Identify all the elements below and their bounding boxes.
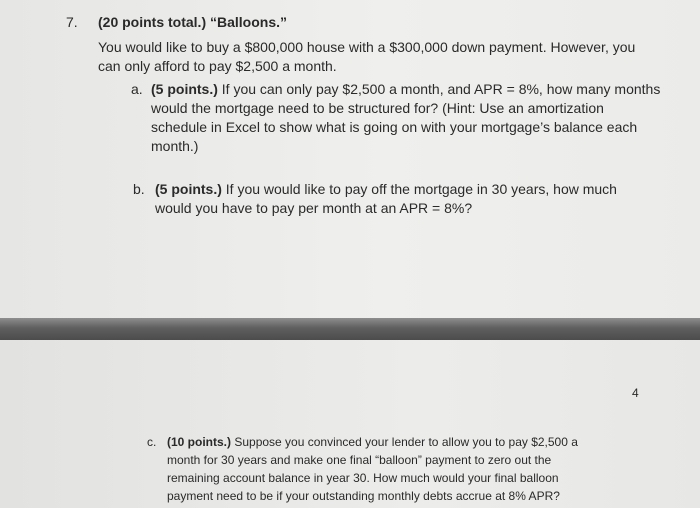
question-title: (20 points total.) “Balloons.” — [98, 14, 288, 30]
part-b-points: (5 points.) — [155, 181, 222, 197]
part-c-marker: c. — [147, 435, 157, 449]
part-a-line-2: would the mortgage need to be structured for? (Hint: Use an amortization — [151, 100, 604, 116]
page-divider — [0, 318, 700, 340]
part-c-points: (10 points.) — [167, 435, 232, 449]
part-c-line-4: payment need to be if your outstanding monthly debts accrue at 8% APR? — [167, 489, 560, 503]
question-intro-line-1: You would like to buy a $800,000 house with a $300,000 down payment. However, you — [98, 39, 636, 55]
part-a-marker: a. — [131, 81, 143, 97]
part-c-line-1-text: Suppose you convinced your lender to allow you to pay $2,500 a — [231, 435, 578, 449]
part-a-points: (5 points.) — [151, 81, 218, 97]
part-c-line-1 — [167, 434, 578, 451]
question-intro-line-2: can only afford to pay $2,500 a month. — [98, 58, 337, 74]
part-c-line-3: remaining account balance in year 30. How much would your final balloon — [167, 471, 559, 485]
part-a-line-1-text: If you can only pay $2,500 a month, and APR = 8%, how many months — [217, 81, 661, 97]
part-a-line-1 — [151, 80, 660, 98]
part-b-marker: b. — [133, 181, 145, 197]
part-b-line-1 — [155, 180, 617, 198]
part-b-line-1-text: If you would like to pay off the mortgage in 30 years, how much — [221, 181, 617, 197]
page-number: 4 — [632, 386, 639, 400]
question-number: 7. — [66, 14, 78, 30]
part-a-line-3: schedule in Excel to show what is going on with your mortgage’s balance each — [151, 119, 638, 135]
part-a-line-4: month.) — [151, 138, 199, 154]
part-c-line-2: month for 30 years and make one final “balloon” payment to zero out the — [167, 453, 552, 467]
part-b-line-2: would you have to pay per month at an APR = 8%? — [155, 200, 473, 216]
